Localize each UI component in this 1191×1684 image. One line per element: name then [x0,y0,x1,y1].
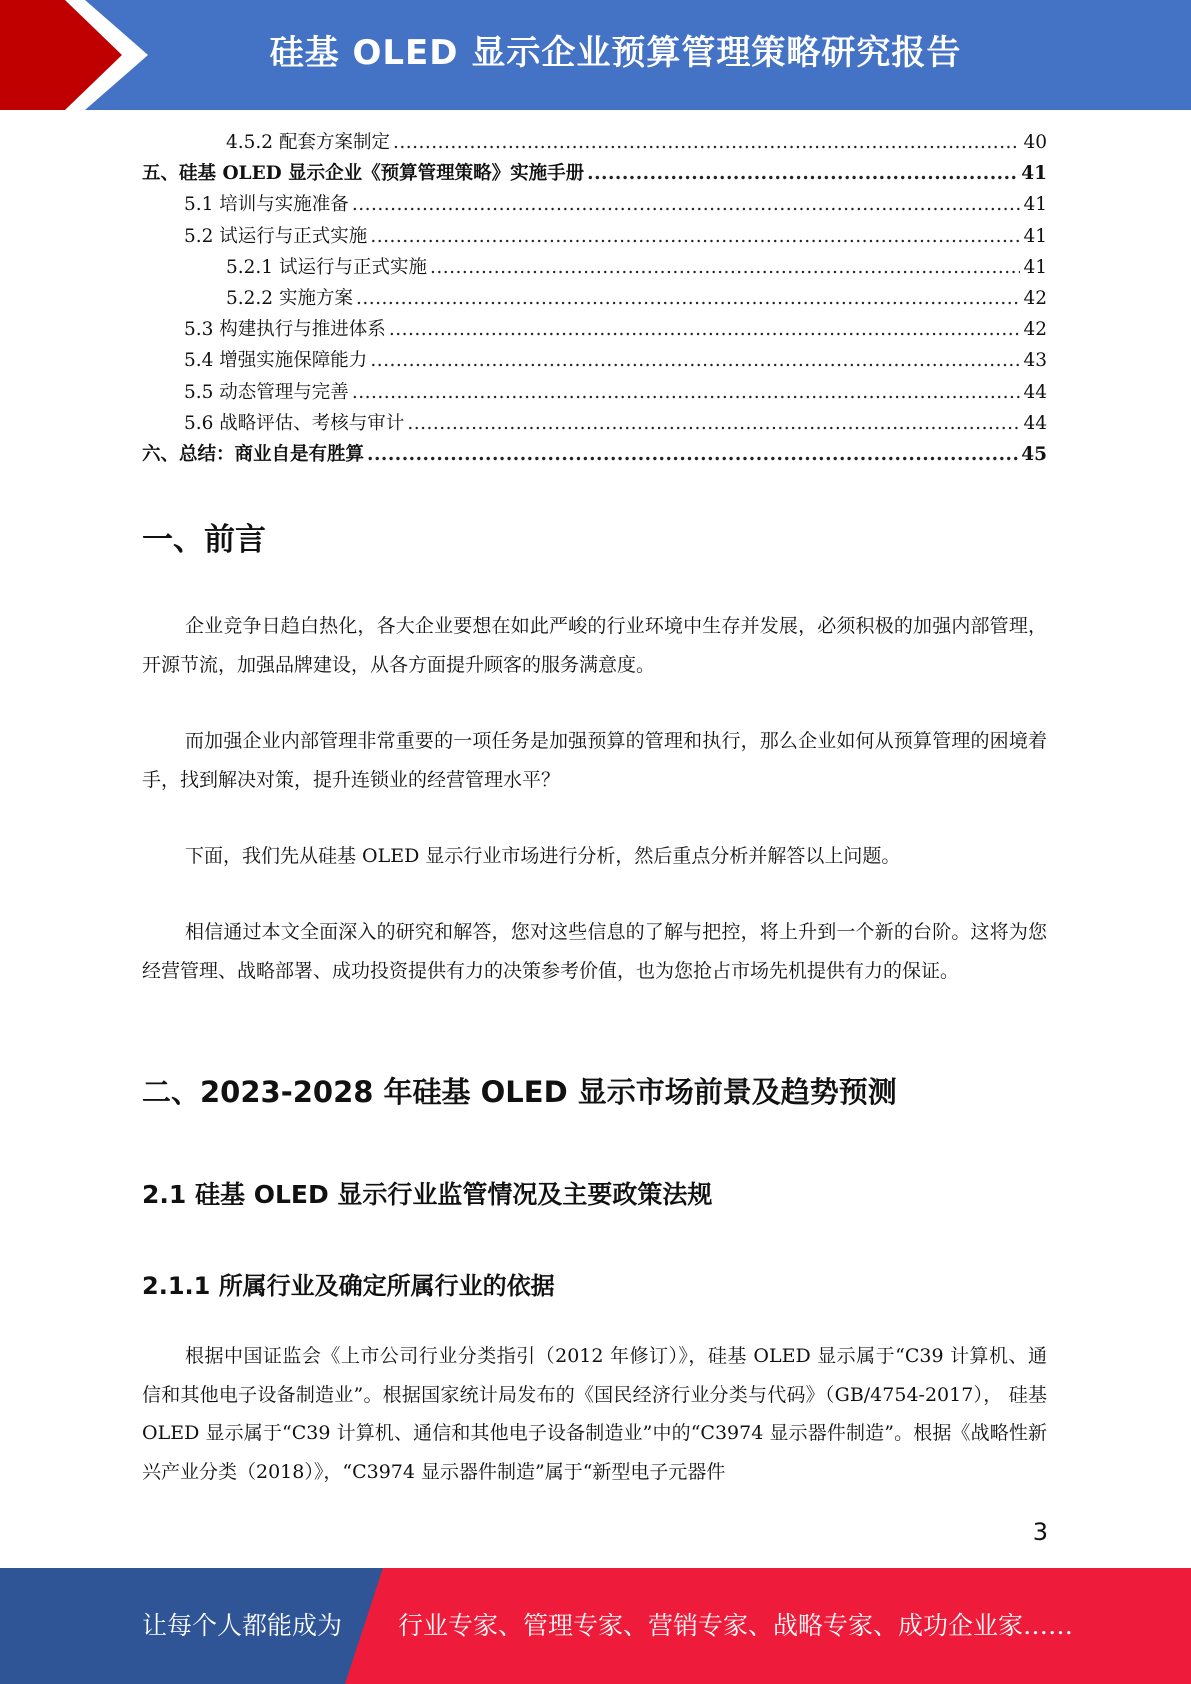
section-heading-preface: 一、前言 [142,522,266,558]
toc-entry-page: 40 [1023,132,1047,153]
footer-slogan-left: 让每个人都能成为 [142,1611,343,1640]
toc-entry[interactable] [142,159,1047,190]
page-header [0,0,1191,110]
section-heading-market-outlook: 二、2023-2028 年硅基 OLED 显示市场前景及趋势预测 [142,1075,897,1109]
toc-entry-label: 5.4 增强实施保障能力 [184,350,368,372]
toc-entry-page: 41 [1023,256,1047,278]
toc-entry[interactable] [142,346,1047,377]
toc-leader-dots [389,319,1021,340]
body-paragraph: 下面，我们先从硅基 OLED 显示行业市场进行分析，然后重点分析并解答以上问题。 [185,845,901,867]
toc-leader-dots [393,132,1020,153]
toc-entry-page: 44 [1023,412,1047,434]
page-number: 3 [1032,1518,1048,1546]
toc-entry-label: 4.5.2 配套方案制定 [226,132,390,153]
toc-entry-label: 5.6 战略评估、考核与审计 [184,412,405,434]
toc-entry[interactable] [142,190,1047,221]
toc-entry[interactable] [142,253,1047,284]
toc-entry-label: 5.3 构建执行与推进体系 [184,319,386,341]
toc-entry-label: 六、总结：商业自是有胜算 [142,443,365,465]
toc-entry-label: 五、硅基 OLED 显示企业《预算管理策略》实施手册 [142,163,585,185]
toc-leader-dots [430,257,1020,278]
toc-entry-label: 5.2 试运行与正式实施 [184,225,368,247]
toc-entry[interactable] [142,409,1047,440]
toc-entry[interactable] [142,222,1047,253]
toc-entry[interactable] [142,284,1047,315]
toc-leader-dots [352,194,1021,215]
body-paragraph: 相信通过本文全面深入的研究和解答，您对这些信息的了解与把控，将上升到一个新的台阶。这将为您经营管理、战略部署、成功投资提供有力的决策参考价值，也为您抢占市场先机提供有力的保证。 [142,921,1047,982]
subsection-heading: 2.1 硅基 OLED 显示行业监管情况及主要政策法规 [142,1180,713,1209]
footer-slogan-right: 行业专家、管理专家、营销专家、战略专家、成功企业家…… [398,1611,1074,1640]
table-of-contents [142,128,1047,471]
toc-entry-page: 41 [1023,225,1047,247]
toc-leader-dots [367,444,1018,465]
report-title: 硅基 OLED 显示企业预算管理策略研究报告 [269,33,962,73]
body-paragraph: 根据中国证监会《上市公司行业分类指引（2012 年修订）》，硅基 OLED 显示属于“C39 计算机、通信和其他电子设备制造业”。根据国家统计局发布的《国民经济行业分类与代码》（GB/4754-2017）， 硅基 OLED 显示属于“C39 计算机、通信和其他电子设备制造业”中的“C3974 显示器件制造”。根据《战略性新兴产业分类（2018）》，“C3974 显示器件制造”属于“新型电子元器件 [142,1345,1047,1483]
subsubsection-heading: 2.1.1 所属行业及确定所属行业的依据 [142,1272,555,1300]
toc-entry-page: 42 [1023,319,1047,341]
toc-entry-page: 41 [1021,163,1047,185]
page-footer [0,1568,1191,1684]
toc-entry[interactable] [142,315,1047,346]
toc-leader-dots [370,226,1020,247]
toc-entry-page: 41 [1023,194,1047,216]
toc-entry-label: 5.1 培训与实施准备 [184,194,349,216]
toc-leader-dots [370,350,1020,371]
toc-entry-page: 42 [1023,287,1047,309]
toc-leader-dots [587,163,1018,184]
toc-entry-label: 5.2.1 试运行与正式实施 [226,256,427,278]
toc-entry[interactable] [142,128,1047,159]
toc-entry-page: 45 [1021,443,1047,465]
toc-leader-dots [407,413,1020,434]
toc-leader-dots [352,382,1021,403]
toc-entry-page: 44 [1023,381,1047,403]
toc-entry-label: 5.2.2 实施方案 [226,287,353,309]
toc-leader-dots [356,288,1021,309]
body-paragraph: 企业竞争日趋白热化，各大企业要想在如此严峻的行业环境中生存并发展，必须积极的加强内部管理，开源节流，加强品牌建设，从各方面提升顾客的服务满意度。 [142,615,1047,676]
toc-entry[interactable] [142,378,1047,409]
toc-entry-label: 5.5 动态管理与完善 [184,381,349,403]
body-paragraph: 而加强企业内部管理非常重要的一项任务是加强预算的管理和执行，那么企业如何从预算管理的困境着手，找到解决对策，提升连锁业的经营管理水平？ [142,730,1047,791]
toc-entry[interactable] [142,440,1047,471]
toc-entry-page: 43 [1023,350,1047,372]
